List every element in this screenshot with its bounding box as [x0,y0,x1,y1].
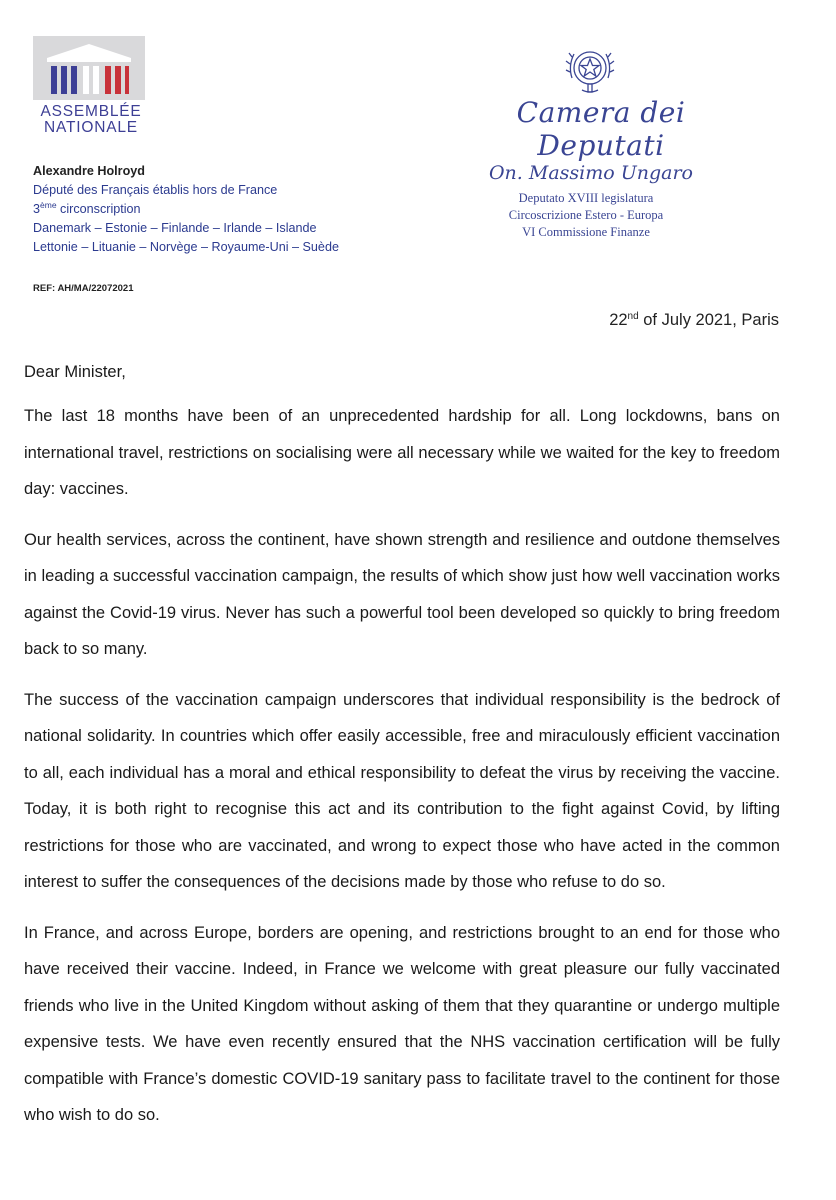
paragraph-1: The last 18 months have been of an unprecedented hardship for all. Long lockdowns, bans on international travel, restrictions on socialising were all necessary while we waited for the key to freedom day: vaccines. [24,407,780,498]
sender-title: Député des Français établis hors de France [33,183,278,197]
camera-line1: Deputato XVIII legislatura [518,191,654,205]
paragraph-2: Our health services, across the continent, have shown strength and resilience and outdone themselves in leading a successful vaccination campaign, the results of which show just how well vaccination works against the Covid-19 virus. Never has such a powerful tool been developed so quickly to bring freedom back to so many. [24,530,780,658]
reference-number: REF: AH/MA/22072021 [33,283,134,294]
circ-sup: ème [40,200,57,210]
assemblee-nationale-logo-icon [33,36,145,100]
assemblee-wordmark-line2: NATIONALE [44,119,138,136]
assemblee-wordmark-line1: ASSEMBLÉE [40,103,142,120]
date-day: 22 [609,311,628,329]
camera-details [486,190,686,241]
camera-line2: Circoscrizione Estero - Europa [508,208,664,222]
sender-block [33,162,339,257]
camera-line3: VI Commissione Finanze [522,225,650,239]
assemblee-wordmark [33,104,149,136]
sender-countries-line1: Danemark – Estonie – Finlande – Irlande – Islande [33,221,317,235]
letter-body [24,398,780,1148]
camera-dei-deputati-title: Camera dei Deputati [516,96,686,162]
paragraph-4: In France, and across Europe, borders are opening, and restrictions brought to an end for those who have received their vaccine. Indeed, in France we welcome with great pleasure our fully vaccinated friends who live in the United Kingdom without asking of them that they quarantine or undergo multiple expensive tests. We have even recently ensured that the NHS vaccination certification will be fully compatible with France’s domestic COVID-19 sanitary pass to facilitate travel to the continent for those who wish to do so. [24,923,780,1124]
date-rest: of July 2021, Paris [638,311,779,329]
italian-emblem-seal-icon [560,38,620,102]
circ-number: 3 [33,202,41,216]
circ-text: circonscription [56,202,141,216]
sender-circonscription [33,200,339,219]
camera-person-name: On. Massimo Ungaro [488,162,693,184]
sender-countries-line2: Lettonie – Lituanie – Norvège – Royaume-Uni – Suède [33,240,339,254]
sender-name: Alexandre Holroyd [33,164,145,178]
paragraph-3: The success of the vaccination campaign underscores that individual responsibility is the bedrock of national solidarity. In countries which offer easily accessible, free and miraculously efficient vaccination to all, each individual has a moral and ethical responsibility to defeat the virus by receiving the vaccine. Today, it is both right to recognise this act and its contribution to the fight against Covid, by lifting restrictions for those who are vaccinated, and wrong to expect those who have acted in the common interest to suffer the consequences of the decisions made by those who refuse to do so. [24,690,780,891]
salutation: Dear Minister, [24,363,126,381]
assemblee-nationale-logo [33,36,149,136]
letter-date [609,311,779,330]
date-suffix: nd [627,311,639,322]
